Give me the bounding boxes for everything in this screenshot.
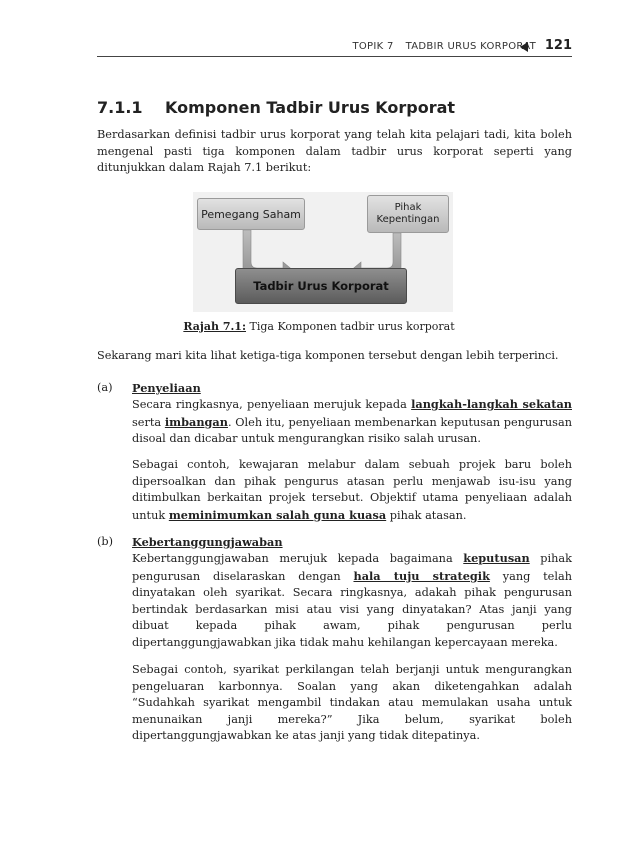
box-pihak-line2: Kepentingan — [376, 214, 440, 225]
running-title — [352, 41, 536, 52]
figure-diagram — [193, 192, 453, 312]
caption-label: Rajah 7.1: — [183, 320, 247, 333]
section-heading — [97, 98, 455, 117]
keyword-salah-guna-kuasa: meminimumkan salah guna kuasa — [168, 507, 387, 522]
item-b-heading: Kebertanggungjawaban — [132, 535, 283, 549]
item-a-paragraph-1: Secara ringkasnya, penyeliaan merujuk kepada langkah-langkah sekatan serta imbangan. Oleh itu, penyeliaan membenarkan keputusan pengurusan disoal dan dicabar untuk mengurangkan risiko salah urusan. — [132, 397, 572, 445]
keyword-keputusan: keputusan — [463, 551, 530, 565]
section-title: Komponen Tadbir Urus Korporat — [165, 98, 456, 117]
keyword-langkah-sekatan: langkah-langkah sekatan — [411, 397, 572, 411]
intro-paragraph: Berdasarkan definisi tadbir urus korporat yang telah kita pelajari tadi, kita boleh mengenal pasti tiga komponen dalam tadbir urus korporat seperti yang ditunjukkan dalam Rajah 7.1 berikut: — [97, 128, 572, 174]
item-b-paragraph-1: Kebertanggungjawaban merujuk kepada bagaimana keputusan pihak pengurusan diselaraskan dengan hala tuju strategik yang telah dinyatakan oleh syarikat. Secara ringkasnya, adakah pihak pengurusan bertindak berdasarkan misi atau visi yang dinyatakan? Atas janji yang dibuat kepada pihak awam, pihak pengurusan perlu dipertanggungjawabkan jika tidak mahu kehilangan kepercayaan mereka. — [132, 551, 572, 649]
page-number: 121 — [544, 38, 572, 53]
section-number: 7.1.1 — [97, 98, 143, 117]
running-header — [97, 38, 572, 60]
caption-text: Tiga Komponen tadbir urus korporat — [249, 320, 455, 333]
lead-paragraph: Sekarang mari kita lihat ketiga-tiga komponen tersebut dengan lebih terperinci. — [97, 349, 559, 362]
item-b-paragraph-2: Sebagai contoh, syarikat perkilangan telah berjanji untuk mengurangkan pengeluaran karbonnya. Soalan yang akan diketengahkan adalah “Sudahkah syarikat mengambil tindakan atau memulakan usaha untuk menunaikan janji mereka?” Jika belum, syarikat boleh dipertanggungjawabkan ke atas janji yang tidak ditepatinya. — [132, 663, 572, 742]
keyword-hala-tuju-strategik: hala tuju strategik — [353, 568, 490, 583]
box-tadbir-urus — [235, 268, 407, 304]
item-b-label: (b) — [97, 535, 114, 548]
header-rule — [97, 56, 572, 57]
item-a-paragraph-2: Sebagai contoh, kewajaran melabur dalam sebuah projek baru boleh dipersoalkan dan pihak pengurus atasan perlu menjawab isu-isu yang ditimbulkan berkaitan projek tersebut. Objektif utama penyeliaan adalah untuk meminimumkan salah guna kuasa pihak atasan. — [132, 458, 572, 522]
box-pemegang-saham-label: Pemegang Saham — [201, 207, 301, 221]
figure-caption — [0, 320, 638, 333]
box-pihak-line1: Pihak — [394, 202, 422, 213]
keyword-imbangan: imbangan — [164, 414, 228, 429]
topic-label: TOPIK 7 — [352, 41, 394, 52]
box-pemegang-saham — [197, 198, 305, 230]
topic-title: TADBIR URUS KORPORAT — [405, 41, 536, 52]
item-a-heading: Penyeliaan — [132, 381, 201, 395]
triangle-left-icon — [520, 42, 528, 52]
item-a-label: (a) — [97, 381, 113, 394]
box-pihak-kepentingan — [367, 195, 449, 233]
box-tadbir-urus-label: Tadbir Urus Korporat — [253, 279, 389, 293]
